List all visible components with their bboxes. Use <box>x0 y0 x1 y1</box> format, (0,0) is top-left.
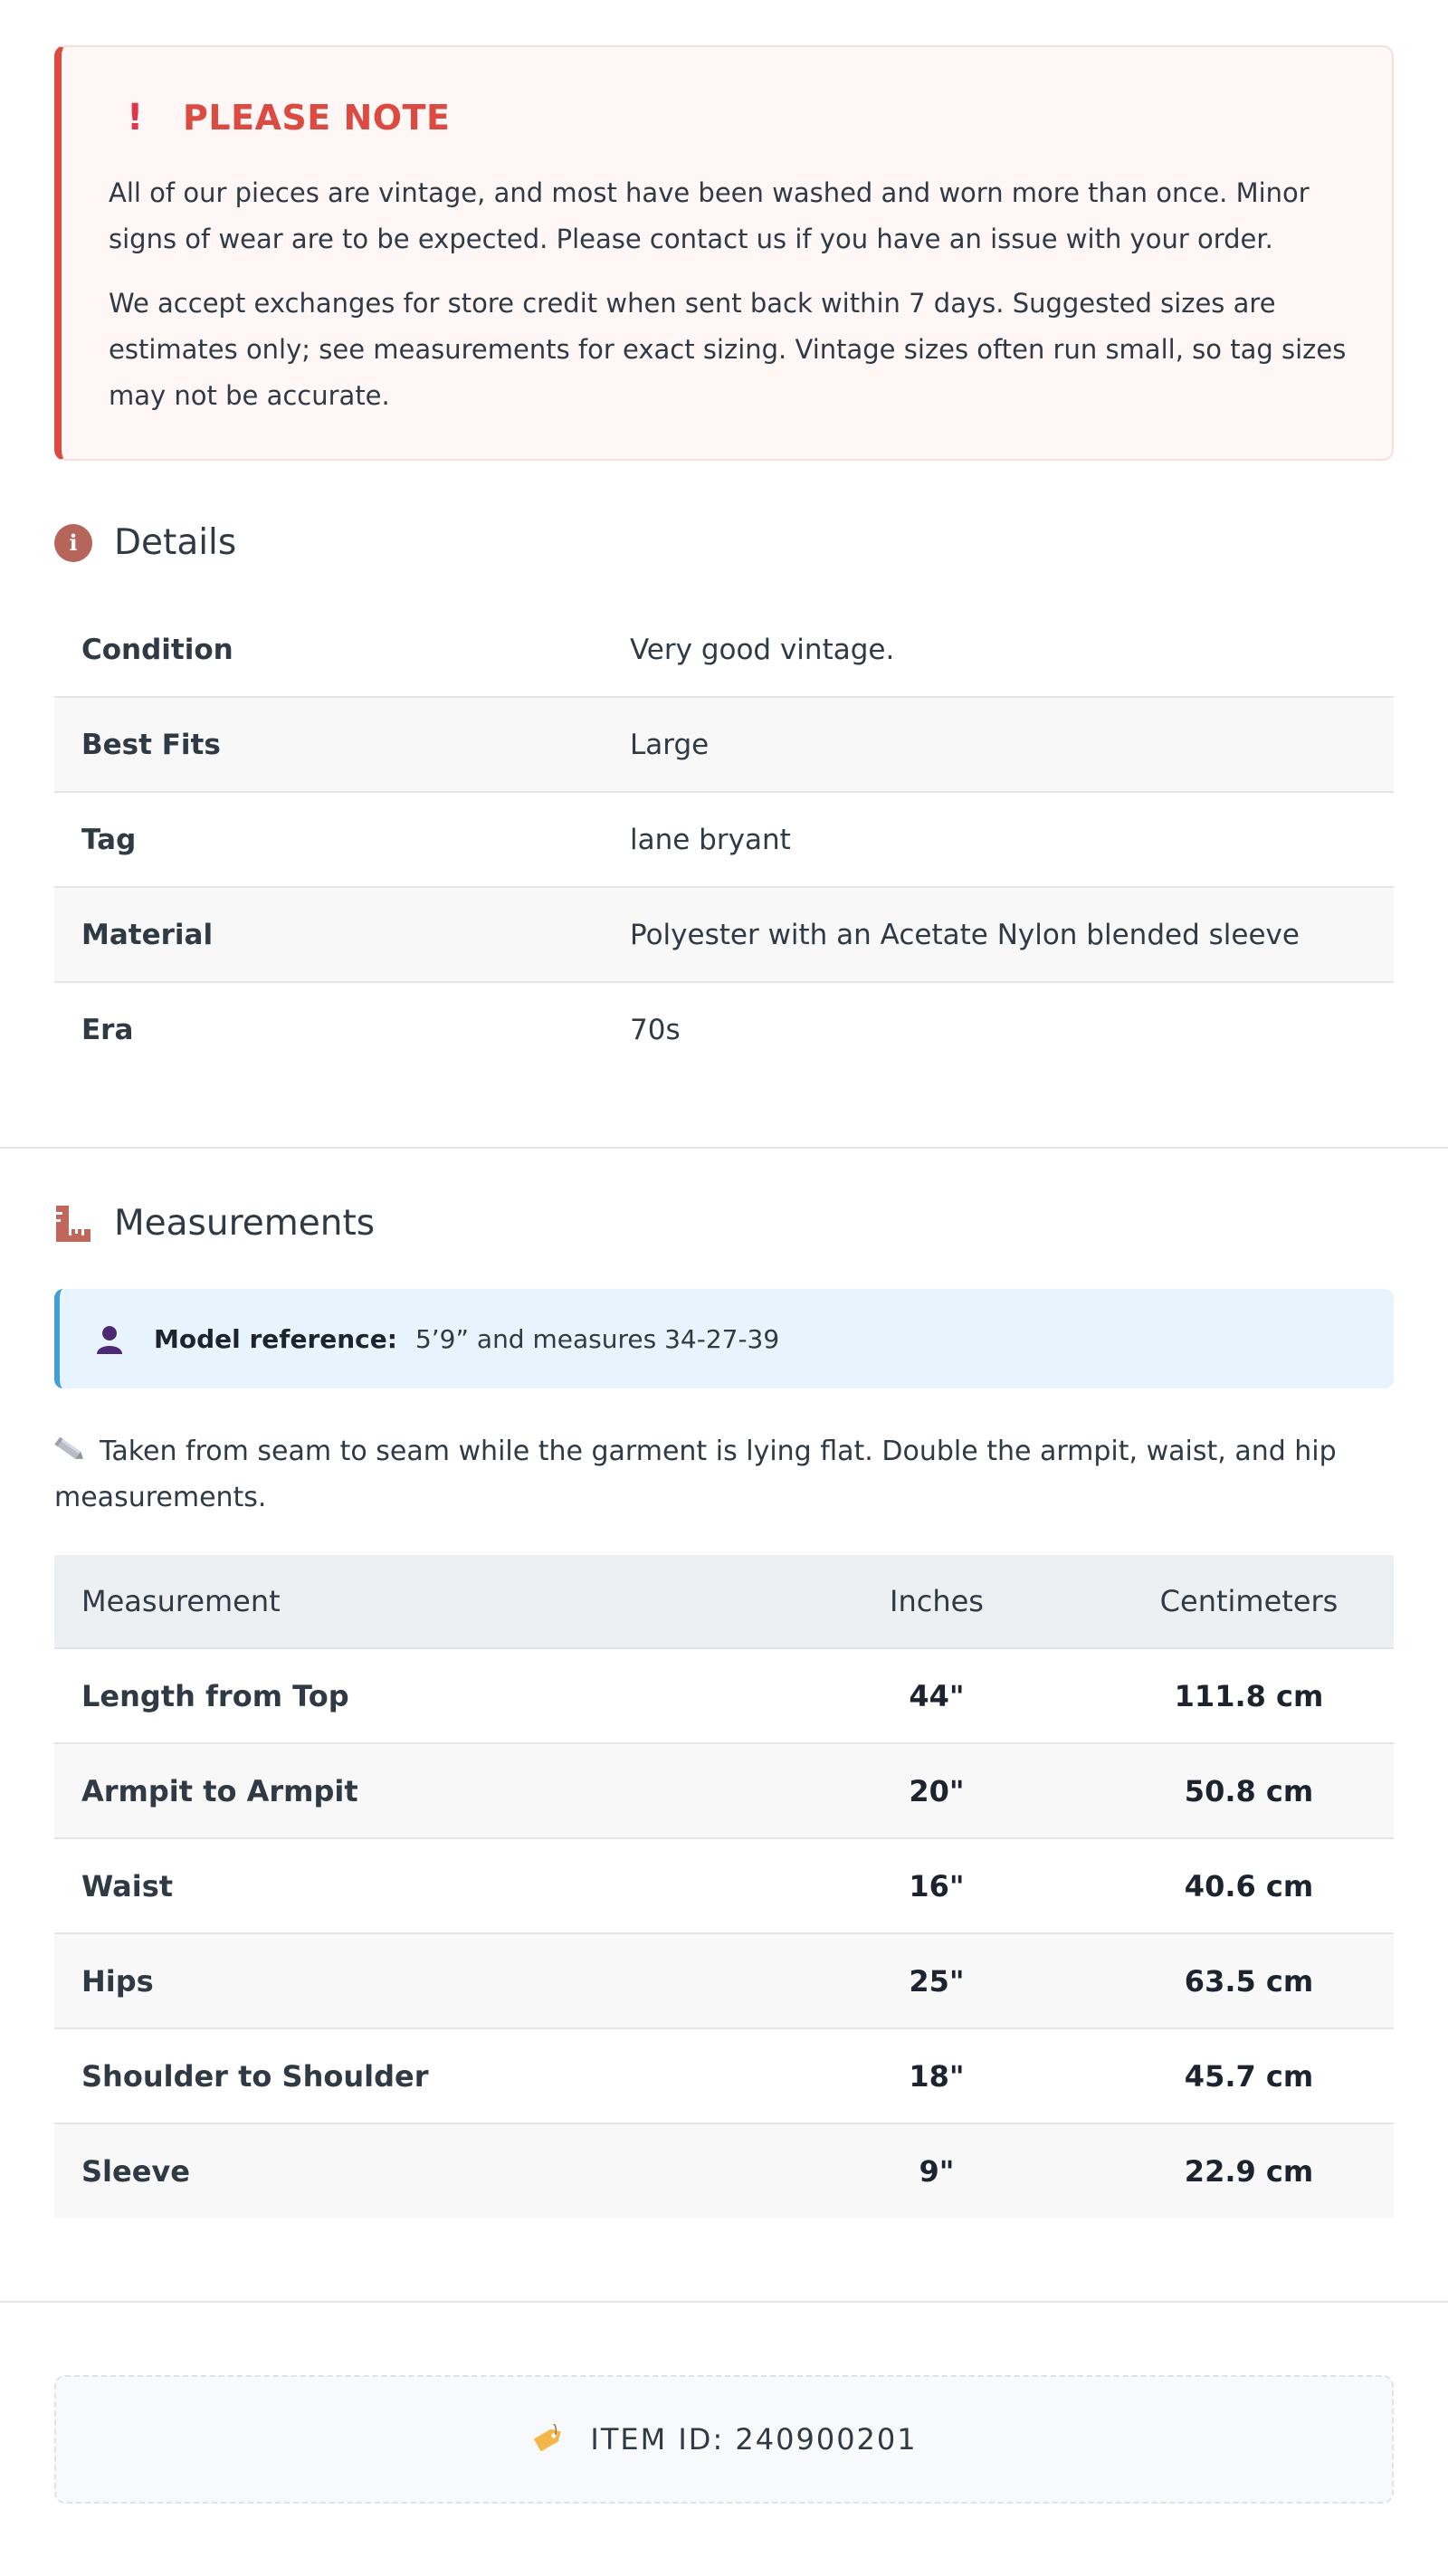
details-row-era <box>54 983 1394 1076</box>
details-value: 70s <box>630 1013 681 1046</box>
details-label: Tag <box>81 823 137 856</box>
details-label: Era <box>81 1013 134 1046</box>
measurement-note <box>54 1428 1394 1521</box>
measurement-inches: 25" <box>909 1963 965 1999</box>
person-icon <box>94 1323 125 1354</box>
notice-paragraph-1: All of our pieces are vintage, and most have been washed and worn more than once. Minor signs of wear are to be expected. Please contact us if you have an issue with your order. <box>109 177 1310 254</box>
notice-header <box>109 98 1347 138</box>
details-heading <box>54 522 1394 563</box>
table-row <box>54 1839 1394 1934</box>
measurement-inches: 9" <box>919 2153 955 2189</box>
ruler-icon <box>54 1204 92 1244</box>
info-icon: i <box>54 524 92 562</box>
table-row <box>54 1744 1394 1839</box>
details-label: Condition <box>81 633 233 666</box>
measurement-name: Shoulder to Shoulder <box>81 2058 429 2094</box>
measurement-name: Length from Top <box>81 1678 349 1713</box>
details-value: Large <box>630 728 710 761</box>
details-value: Very good vintage. <box>630 633 895 666</box>
measurements-title: Measurements <box>114 1203 376 1244</box>
measurement-name: Waist <box>81 1868 174 1903</box>
measurement-cm: 40.6 cm <box>1184 1868 1314 1903</box>
pencil-icon <box>54 1436 87 1464</box>
column-header-inches: Inches <box>890 1584 984 1618</box>
measurement-inches: 18" <box>909 2058 965 2094</box>
measurement-cm: 50.8 cm <box>1184 1773 1314 1808</box>
details-value: lane bryant <box>630 823 791 856</box>
table-row <box>54 1934 1394 2029</box>
measurements-heading <box>54 1203 1394 1244</box>
details-label: Best Fits <box>81 728 221 761</box>
column-header-centimeters: Centimeters <box>1159 1584 1338 1618</box>
measurement-cm: 22.9 cm <box>1184 2153 1314 2189</box>
model-reference-value: 5’9” and measures 34-27-39 <box>414 1323 780 1354</box>
table-row <box>54 2029 1394 2124</box>
measurement-inches: 20" <box>909 1773 965 1808</box>
measurement-note-text: Taken from seam to seam while the garment is lying flat. Double the armpit, waist, and hip measurements. <box>54 1436 1337 1513</box>
measurements-section <box>0 1149 1448 2218</box>
tag-icon <box>530 2424 565 2455</box>
measurement-cm: 63.5 cm <box>1184 1963 1314 1999</box>
table-row <box>54 2124 1394 2218</box>
column-header-measurement: Measurement <box>81 1584 281 1618</box>
measurement-inches: 16" <box>909 1868 965 1903</box>
details-label: Material <box>81 918 214 951</box>
measurement-name: Hips <box>81 1963 154 1999</box>
table-row <box>54 1649 1394 1744</box>
notice-title: PLEASE NOTE <box>183 98 451 138</box>
measurement-cm: 45.7 cm <box>1184 2058 1314 2094</box>
measurement-name: Armpit to Armpit <box>81 1773 358 1808</box>
details-row-material <box>54 888 1394 983</box>
item-section <box>0 2375 1448 2504</box>
details-table <box>54 603 1394 1076</box>
measurements-table-header <box>54 1555 1394 1649</box>
model-reference-label: Model reference: <box>154 1323 397 1354</box>
page-content <box>0 0 1448 1076</box>
please-note-notice <box>54 45 1394 461</box>
measurement-name: Sleeve <box>81 2153 190 2189</box>
details-row-tag <box>54 793 1394 888</box>
item-id-label: ITEM ID: 240900201 <box>590 2422 918 2457</box>
item-id-box <box>54 2375 1394 2504</box>
measurements-table <box>54 1555 1394 2218</box>
details-value: Polyester with an Acetate Nylon blended sleeve <box>630 918 1300 951</box>
details-title: Details <box>114 522 237 563</box>
details-row-best-fits <box>54 698 1394 793</box>
details-row-condition <box>54 603 1394 698</box>
section-divider <box>0 2301 1448 2303</box>
exclamation-icon: ! <box>127 97 144 138</box>
notice-paragraph-2: We accept exchanges for store credit when sent back within 7 days. Suggested sizes are estimates only; see measurements for exact sizing. Vintage sizes often run small, so tag sizes may not be accurate. <box>109 288 1347 411</box>
model-reference-box <box>54 1289 1394 1388</box>
measurement-inches: 44" <box>909 1678 965 1713</box>
measurement-cm: 111.8 cm <box>1174 1678 1324 1713</box>
